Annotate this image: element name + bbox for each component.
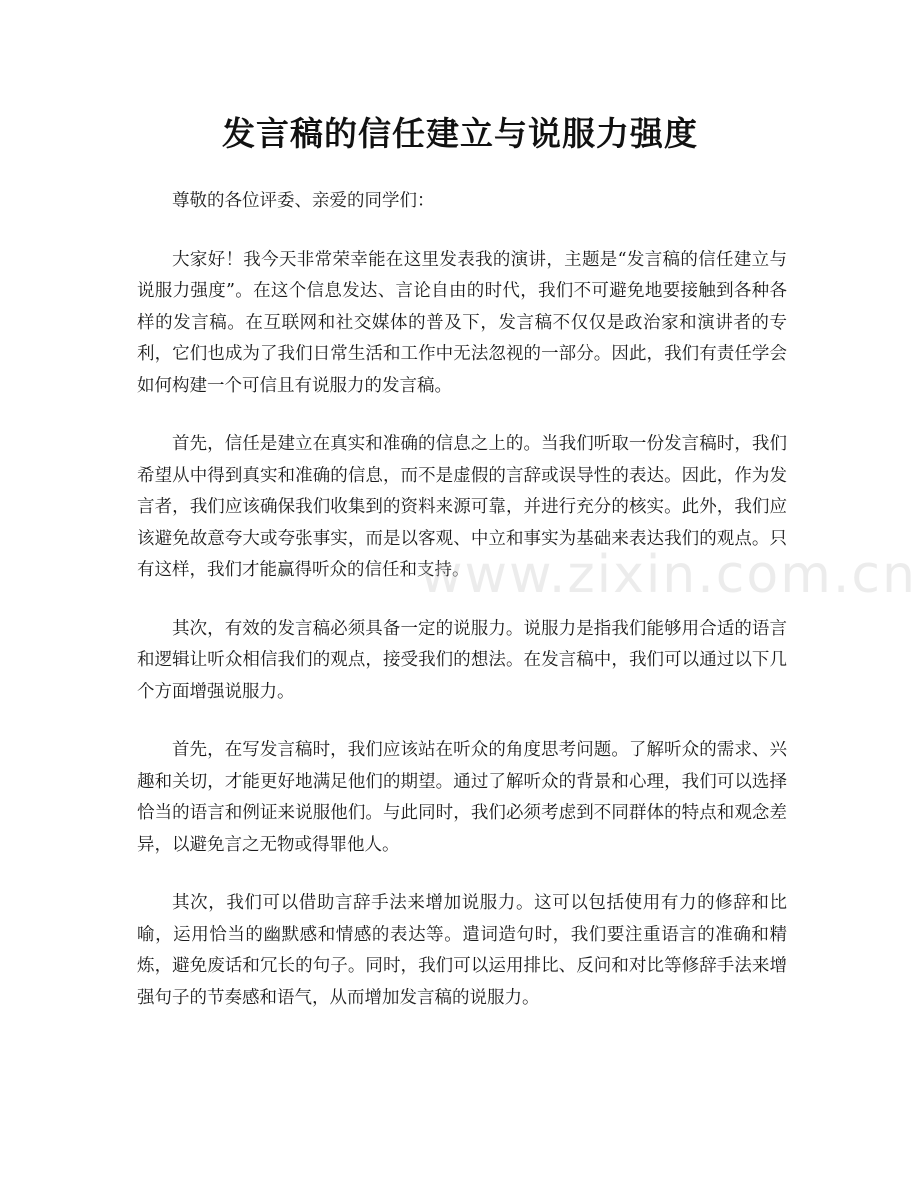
intro-paragraph: 大家好！我今天非常荣幸能在这里发表我的演讲，主题是“发言稿的信任建立与说服力强度”。在这个信息发达、言论自由的时代，我们不可避免地要接触到各种各样的发言稿。在互联网和社交媒体的普及下，发言稿不仅仅是政治家和演讲者的专利，它们也成为了我们日常生活和工作中无法忽视的一部分。因此，我们有责任学会如何构建一个可信且有说服力的发言稿。 — [137, 249, 787, 396]
audience-paragraph: 首先，在写发言稿时，我们应该站在听众的角度思考问题。了解听众的需求、兴趣和关切，才能更好地满足他们的期望。通过了解听众的背景和心理，我们可以选择恰当的语言和例证来说服他们。与此同时，我们必须考虑到不同群体的特点和观念差异，以避免言之无物或得罪他人。 — [137, 740, 787, 855]
document-body — [137, 186, 787, 1041]
rhetoric-paragraph: 其次，我们可以借助言辞手法来增加说服力。这可以包括使用有力的修辞和比喻，运用恰当的幽默感和情感的表达等。遣词造句时，我们要注重语言的准确和精炼，避免废话和冗长的句子。同时，我们可以运用排比、反问和对比等修辞手法来增强句子的节奏感和语气，从而增加发言稿的说服力。 — [137, 893, 787, 1008]
document-title: 发言稿的信任建立与说服力强度 — [222, 114, 698, 153]
watermark: www.zixin.com.cn — [420, 545, 917, 605]
persuasion-paragraph: 其次，有效的发言稿必须具备一定的说服力。说服力是指我们能够用合适的语言和逻辑让听众相信我们的观点，接受我们的想法。在发言稿中，我们可以通过以下几个方面增强说服力。 — [137, 618, 787, 702]
salutation-paragraph: 尊敬的各位评委、亲爱的同学们： — [172, 191, 435, 211]
trust-paragraph: 首先，信任是建立在真实和准确的信息之上的。当我们听取一份发言稿时，我们希望从中得到真实和准确的信息，而不是虚假的言辞或误导性的表达。因此，作为发言者，我们应该确保我们收集到的资料来源可靠，并进行充分的核实。此外，我们应该避免故意夸大或夸张事实，而是以客观、中立和事实为基础来表达我们的观点。只有这样，我们才能赢得听众的信任和支持。 — [137, 434, 787, 580]
